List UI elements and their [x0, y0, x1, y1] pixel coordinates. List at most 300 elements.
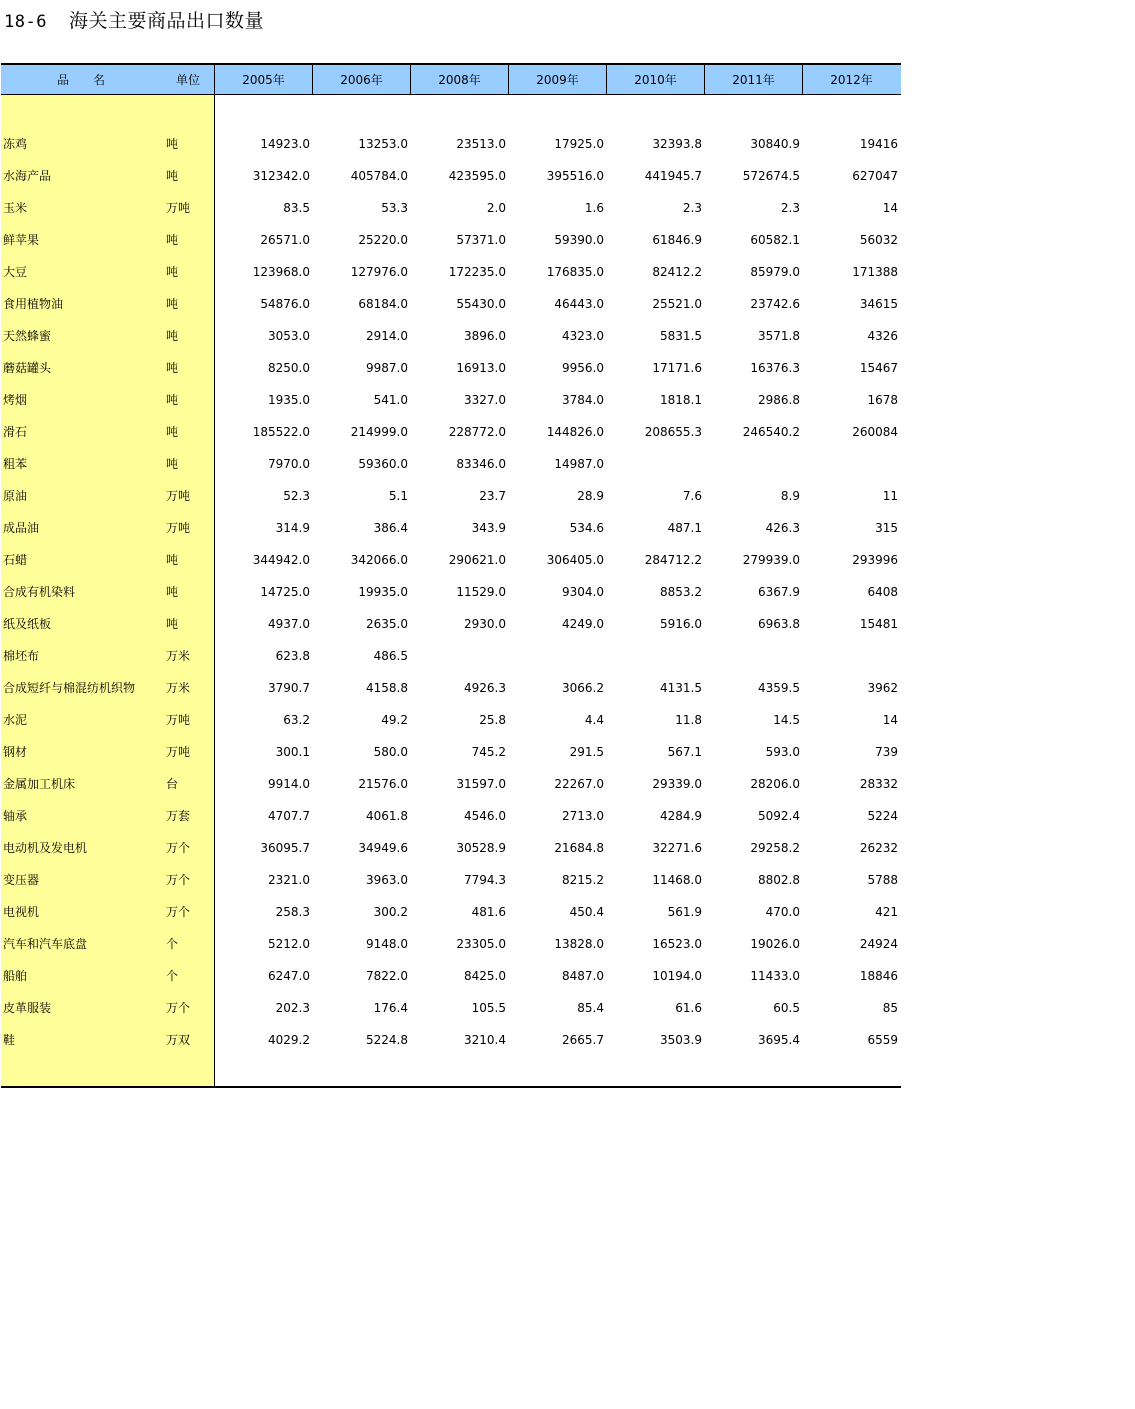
- value-cell: 4131.5: [660, 681, 702, 695]
- value-cell: 61846.9: [652, 233, 702, 247]
- value-cell: 4061.8: [366, 809, 408, 823]
- value-cell: 3790.7: [268, 681, 310, 695]
- value-cell: 6408: [867, 585, 898, 599]
- item-name: 电视机: [3, 905, 40, 919]
- value-cell: 3963.0: [366, 873, 408, 887]
- value-cell: 19416: [859, 137, 898, 151]
- item-unit: 万吨: [166, 521, 191, 535]
- value-cell: 8853.2: [660, 585, 702, 599]
- value-cell: 123968.0: [252, 265, 310, 279]
- value-cell: 8.9: [780, 489, 800, 503]
- value-cell: 59390.0: [554, 233, 604, 247]
- value-cell: 29258.2: [750, 841, 800, 855]
- value-cell: 25521.0: [652, 297, 702, 311]
- item-unit: 吨: [166, 361, 179, 375]
- value-cell: 572674.5: [742, 169, 800, 183]
- value-cell: 57371.0: [456, 233, 506, 247]
- header-year: 2010年: [606, 65, 704, 95]
- item-unit: 吨: [166, 233, 179, 247]
- header-year: 2005年: [214, 65, 312, 95]
- value-cell: 28206.0: [750, 777, 800, 791]
- value-cell: 68184.0: [358, 297, 408, 311]
- value-cell: [706, 640, 800, 672]
- table-row: [1, 160, 901, 192]
- item-name: 鞋: [3, 1033, 16, 1047]
- value-cell: 5092.4: [758, 809, 800, 823]
- value-cell: 260084: [852, 425, 898, 439]
- value-cell: 83346.0: [456, 457, 506, 471]
- item-name: 蘑菇罐头: [3, 361, 52, 375]
- value-cell: 11468.0: [652, 873, 702, 887]
- item-unit: 个: [166, 969, 179, 983]
- value-cell: 21576.0: [358, 777, 408, 791]
- value-cell: 8215.2: [562, 873, 604, 887]
- value-cell: 4926.3: [464, 681, 506, 695]
- value-cell: 2.3: [682, 201, 702, 215]
- table-row: [1, 640, 901, 672]
- table-row: [1, 576, 901, 608]
- value-cell: 185522.0: [252, 425, 310, 439]
- value-cell: 567.1: [667, 745, 702, 759]
- item-name: 水泥: [3, 713, 28, 727]
- table-row: [1, 736, 901, 768]
- value-cell: 83.5: [283, 201, 310, 215]
- value-cell: 450.4: [569, 905, 604, 919]
- value-cell: 4937.0: [268, 617, 310, 631]
- value-cell: 421: [875, 905, 898, 919]
- item-name: 原油: [3, 489, 28, 503]
- value-cell: 3962: [867, 681, 898, 695]
- value-cell: 1818.1: [660, 393, 702, 407]
- value-cell: 15481: [859, 617, 898, 631]
- value-cell: 293996: [852, 553, 898, 567]
- value-cell: 1.6: [584, 201, 604, 215]
- value-cell: 23.7: [479, 489, 506, 503]
- value-cell: 395516.0: [546, 169, 604, 183]
- value-cell: 8425.0: [464, 969, 506, 983]
- value-cell: 17925.0: [554, 137, 604, 151]
- table-row: [1, 1024, 901, 1056]
- value-cell: 11.8: [675, 713, 702, 727]
- value-cell: 9914.0: [268, 777, 310, 791]
- table-row: [1, 384, 901, 416]
- value-cell: 9987.0: [366, 361, 408, 375]
- item-unit: 万米: [166, 649, 191, 663]
- value-cell: 2321.0: [268, 873, 310, 887]
- item-unit: 万个: [166, 1001, 191, 1015]
- table-row: [1, 512, 901, 544]
- value-cell: 3066.2: [562, 681, 604, 695]
- value-cell: 82412.2: [652, 265, 702, 279]
- item-name: 钢材: [3, 745, 28, 759]
- value-cell: 49.2: [381, 713, 408, 727]
- item-name: 变压器: [3, 873, 40, 887]
- value-cell: 31597.0: [456, 777, 506, 791]
- value-cell: 36095.7: [260, 841, 310, 855]
- item-unit: 吨: [166, 457, 179, 471]
- item-name: 合成有机染料: [3, 585, 76, 599]
- table-row: [1, 896, 901, 928]
- value-cell: 541.0: [373, 393, 408, 407]
- value-cell: 127976.0: [350, 265, 408, 279]
- header-year: 2012年: [802, 65, 900, 95]
- value-cell: 5916.0: [660, 617, 702, 631]
- value-cell: 342066.0: [350, 553, 408, 567]
- table-row: [1, 704, 901, 736]
- value-cell: 34615: [859, 297, 898, 311]
- item-unit: 万套: [166, 809, 191, 823]
- value-cell: 314.9: [275, 521, 310, 535]
- value-cell: 2.3: [780, 201, 800, 215]
- value-cell: [804, 448, 898, 480]
- value-cell: 55430.0: [456, 297, 506, 311]
- header-unit: 单位: [175, 73, 200, 87]
- value-cell: 4.4: [584, 713, 604, 727]
- value-cell: 3784.0: [562, 393, 604, 407]
- item-unit: 万吨: [166, 713, 191, 727]
- item-name: 成品油: [3, 521, 40, 535]
- item-name: 轴承: [3, 809, 28, 823]
- item-unit: 吨: [166, 585, 179, 599]
- value-cell: 6963.8: [758, 617, 800, 631]
- item-unit: 吨: [166, 265, 179, 279]
- value-cell: [608, 640, 702, 672]
- value-cell: 300.1: [275, 745, 310, 759]
- value-cell: 34949.6: [358, 841, 408, 855]
- value-cell: 745.2: [471, 745, 506, 759]
- value-cell: 627047: [852, 169, 898, 183]
- value-cell: 258.3: [275, 905, 310, 919]
- item-name: 大豆: [3, 265, 28, 279]
- value-cell: 9304.0: [562, 585, 604, 599]
- header-year: 2008年: [410, 65, 508, 95]
- value-cell: 4284.9: [660, 809, 702, 823]
- value-cell: 3503.9: [660, 1033, 702, 1047]
- item-unit: 万米: [166, 681, 191, 695]
- value-cell: 11433.0: [750, 969, 800, 983]
- value-cell: 16523.0: [652, 937, 702, 951]
- value-cell: 60.5: [773, 1001, 800, 1015]
- value-cell: 7.6: [682, 489, 702, 503]
- table-row: [1, 768, 901, 800]
- table-number: 18-6: [4, 12, 47, 32]
- value-cell: 13828.0: [554, 937, 604, 951]
- item-unit: 吨: [166, 425, 179, 439]
- value-cell: 5831.5: [660, 329, 702, 343]
- value-cell: 8802.8: [758, 873, 800, 887]
- value-cell: 23305.0: [456, 937, 506, 951]
- table-row: [1, 128, 901, 160]
- item-name: 纸及纸板: [3, 617, 52, 631]
- value-cell: 10194.0: [652, 969, 702, 983]
- value-cell: 2.0: [486, 201, 506, 215]
- item-unit: 万个: [166, 873, 191, 887]
- value-cell: [804, 640, 898, 672]
- value-cell: 22267.0: [554, 777, 604, 791]
- item-name: 鲜苹果: [3, 233, 40, 247]
- value-cell: 343.9: [471, 521, 506, 535]
- value-cell: 5788: [867, 873, 898, 887]
- header-year: 2009年: [508, 65, 606, 95]
- value-cell: 441945.7: [644, 169, 702, 183]
- item-unit: 吨: [166, 169, 179, 183]
- value-cell: 9956.0: [562, 361, 604, 375]
- table-row: [1, 224, 901, 256]
- value-cell: 5224: [867, 809, 898, 823]
- value-cell: 470.0: [765, 905, 800, 919]
- value-cell: 561.9: [667, 905, 702, 919]
- item-name: 冻鸡: [3, 137, 28, 151]
- item-name: 电动机及发电机: [3, 841, 88, 855]
- item-name: 船舶: [3, 969, 28, 983]
- value-cell: 18846: [859, 969, 898, 983]
- value-cell: 6559: [867, 1033, 898, 1047]
- value-cell: 246540.2: [742, 425, 800, 439]
- value-cell: 487.1: [667, 521, 702, 535]
- value-cell: 739: [875, 745, 898, 759]
- value-cell: 7794.3: [464, 873, 506, 887]
- value-cell: 16913.0: [456, 361, 506, 375]
- value-cell: 14.5: [773, 713, 800, 727]
- value-cell: 4546.0: [464, 809, 506, 823]
- value-cell: [608, 448, 702, 480]
- value-cell: 26232: [859, 841, 898, 855]
- value-cell: 172235.0: [448, 265, 506, 279]
- value-cell: 23513.0: [456, 137, 506, 151]
- item-name: 玉米: [3, 201, 28, 215]
- table-row: [1, 320, 901, 352]
- value-cell: 1678: [867, 393, 898, 407]
- table-row: [1, 544, 901, 576]
- item-unit: 吨: [166, 137, 179, 151]
- item-name: 石蜡: [3, 553, 28, 567]
- value-cell: 3327.0: [464, 393, 506, 407]
- value-cell: 486.5: [373, 649, 408, 663]
- item-name: 水海产品: [3, 169, 52, 183]
- table-row: [1, 416, 901, 448]
- table-row: [1, 672, 901, 704]
- value-cell: 16376.3: [750, 361, 800, 375]
- value-cell: 14: [882, 713, 898, 727]
- value-cell: 85979.0: [750, 265, 800, 279]
- value-cell: 4029.2: [268, 1033, 310, 1047]
- item-unit: 个: [166, 937, 179, 951]
- value-cell: 214999.0: [350, 425, 408, 439]
- value-cell: 4158.8: [366, 681, 408, 695]
- value-cell: 284712.2: [644, 553, 702, 567]
- value-cell: 291.5: [569, 745, 604, 759]
- value-cell: 4323.0: [562, 329, 604, 343]
- item-name: 棉坯布: [3, 649, 40, 663]
- value-cell: 8487.0: [562, 969, 604, 983]
- table-row: [1, 928, 901, 960]
- value-cell: 1935.0: [268, 393, 310, 407]
- value-cell: 25.8: [479, 713, 506, 727]
- value-cell: 300.2: [373, 905, 408, 919]
- value-cell: 6247.0: [268, 969, 310, 983]
- item-name: 食用植物油: [3, 297, 64, 311]
- value-cell: 24924: [859, 937, 898, 951]
- table-row: [1, 448, 901, 480]
- value-cell: 2986.8: [758, 393, 800, 407]
- item-name: 皮革服装: [3, 1001, 52, 1015]
- value-cell: 28332: [859, 777, 898, 791]
- value-cell: 290621.0: [448, 553, 506, 567]
- item-unit: 台: [166, 777, 179, 791]
- value-cell: 386.4: [373, 521, 408, 535]
- value-cell: 312342.0: [252, 169, 310, 183]
- value-cell: 426.3: [765, 521, 800, 535]
- value-cell: 202.3: [275, 1001, 310, 1015]
- value-cell: [706, 448, 800, 480]
- value-cell: 52.3: [283, 489, 310, 503]
- value-cell: 3210.4: [464, 1033, 506, 1047]
- header-year: 2011年: [704, 65, 802, 95]
- table-row: [1, 864, 901, 896]
- value-cell: 15467: [859, 361, 898, 375]
- value-cell: 405784.0: [350, 169, 408, 183]
- value-cell: 7970.0: [268, 457, 310, 471]
- value-cell: 176835.0: [546, 265, 604, 279]
- item-name: 烤烟: [3, 393, 28, 407]
- value-cell: 85: [882, 1001, 898, 1015]
- value-cell: 60582.1: [750, 233, 800, 247]
- value-cell: 580.0: [373, 745, 408, 759]
- value-cell: 105.5: [471, 1001, 506, 1015]
- table-row: [1, 992, 901, 1024]
- table-row: [1, 256, 901, 288]
- value-cell: 11: [882, 489, 898, 503]
- value-cell: 14: [882, 201, 898, 215]
- value-cell: 7822.0: [366, 969, 408, 983]
- value-cell: 8250.0: [268, 361, 310, 375]
- value-cell: [412, 640, 506, 672]
- value-cell: 32393.8: [652, 137, 702, 151]
- value-cell: 14725.0: [260, 585, 310, 599]
- value-cell: 25220.0: [358, 233, 408, 247]
- value-cell: 30840.9: [750, 137, 800, 151]
- value-cell: 32271.6: [652, 841, 702, 855]
- value-cell: 315: [875, 521, 898, 535]
- value-cell: 46443.0: [554, 297, 604, 311]
- value-cell: 19935.0: [358, 585, 408, 599]
- value-cell: 63.2: [283, 713, 310, 727]
- table-header: [1, 63, 901, 95]
- value-cell: 26571.0: [260, 233, 310, 247]
- value-cell: 481.6: [471, 905, 506, 919]
- item-unit: 吨: [166, 297, 179, 311]
- item-name: 粗苯: [3, 457, 28, 471]
- table-row: [1, 288, 901, 320]
- table-row: [1, 832, 901, 864]
- value-cell: 3896.0: [464, 329, 506, 343]
- item-unit: 万个: [166, 905, 191, 919]
- item-unit: 万个: [166, 841, 191, 855]
- item-unit: 吨: [166, 617, 179, 631]
- item-name: 滑石: [3, 425, 28, 439]
- value-cell: [510, 640, 604, 672]
- value-cell: 59360.0: [358, 457, 408, 471]
- value-cell: 344942.0: [252, 553, 310, 567]
- value-cell: 14923.0: [260, 137, 310, 151]
- table-row: [1, 960, 901, 992]
- value-cell: 3053.0: [268, 329, 310, 343]
- value-cell: 29339.0: [652, 777, 702, 791]
- page-title: [4, 6, 264, 33]
- value-cell: 54876.0: [260, 297, 310, 311]
- item-name: 金属加工机床: [3, 777, 76, 791]
- item-unit: 吨: [166, 393, 179, 407]
- item-unit: 万吨: [166, 489, 191, 503]
- value-cell: 23742.6: [750, 297, 800, 311]
- item-unit: 万吨: [166, 745, 191, 759]
- value-cell: 2713.0: [562, 809, 604, 823]
- table-title: 海关主要商品出口数量: [68, 10, 264, 32]
- value-cell: 2665.7: [562, 1033, 604, 1047]
- value-cell: 11529.0: [456, 585, 506, 599]
- value-cell: 2930.0: [464, 617, 506, 631]
- value-cell: 4359.5: [758, 681, 800, 695]
- value-cell: 21684.8: [554, 841, 604, 855]
- item-unit: 吨: [166, 553, 179, 567]
- value-cell: 61.6: [675, 1001, 702, 1015]
- value-cell: 4326: [867, 329, 898, 343]
- value-cell: 5.1: [388, 489, 408, 503]
- data-table: [1, 63, 901, 1088]
- value-cell: 13253.0: [358, 137, 408, 151]
- value-cell: 534.6: [569, 521, 604, 535]
- value-cell: 228772.0: [448, 425, 506, 439]
- value-cell: 5224.8: [366, 1033, 408, 1047]
- value-cell: 176.4: [373, 1001, 408, 1015]
- value-cell: 208655.3: [644, 425, 702, 439]
- value-cell: 5212.0: [268, 937, 310, 951]
- header-name: 品 名: [56, 73, 105, 87]
- item-name: 合成短纤与棉混纺机织物: [3, 681, 136, 695]
- item-name: 天然蜂蜜: [3, 329, 52, 343]
- value-cell: 28.9: [577, 489, 604, 503]
- item-unit: 万双: [166, 1033, 191, 1047]
- value-cell: 4249.0: [562, 617, 604, 631]
- value-cell: 171388: [852, 265, 898, 279]
- value-cell: 306405.0: [546, 553, 604, 567]
- item-unit: 万吨: [166, 201, 191, 215]
- table-row: [1, 352, 901, 384]
- value-cell: 623.8: [275, 649, 310, 663]
- value-cell: 53.3: [381, 201, 408, 215]
- value-cell: 6367.9: [758, 585, 800, 599]
- value-cell: 3695.4: [758, 1033, 800, 1047]
- item-name: 汽车和汽车底盘: [3, 937, 88, 951]
- value-cell: 85.4: [577, 1001, 604, 1015]
- value-cell: 56032: [859, 233, 898, 247]
- table-row: [1, 800, 901, 832]
- table-row: [1, 608, 901, 640]
- table-row: [1, 192, 901, 224]
- value-cell: 17171.6: [652, 361, 702, 375]
- value-cell: 4707.7: [268, 809, 310, 823]
- value-cell: 3571.8: [758, 329, 800, 343]
- value-cell: 2635.0: [366, 617, 408, 631]
- value-cell: 9148.0: [366, 937, 408, 951]
- value-cell: 14987.0: [554, 457, 604, 471]
- value-cell: 2914.0: [366, 329, 408, 343]
- header-year: 2006年: [312, 65, 410, 95]
- value-cell: 19026.0: [750, 937, 800, 951]
- table-row: [1, 480, 901, 512]
- table-bottom-border: [1, 1086, 901, 1088]
- value-cell: 30528.9: [456, 841, 506, 855]
